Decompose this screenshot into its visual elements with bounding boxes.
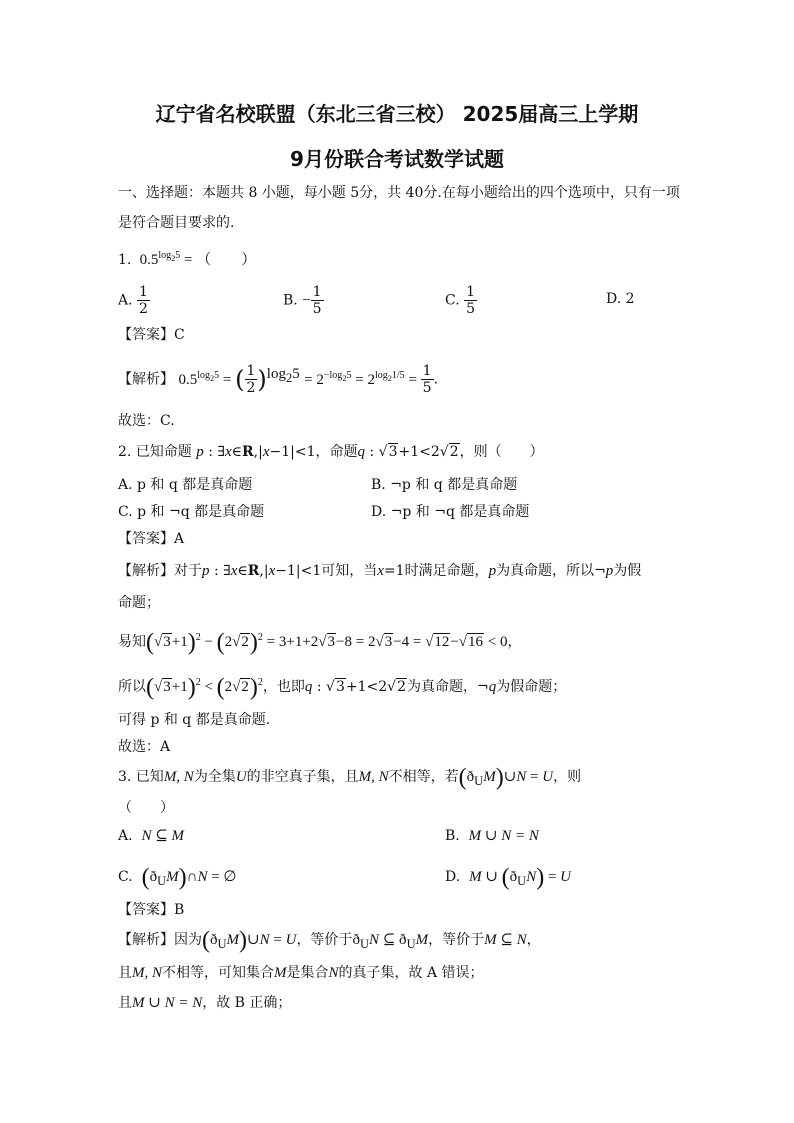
q3-option-d: D. M ∪ $(ð_UN) = U$ bbox=[445, 864, 572, 891]
fraction: $\frac{1}{5}$ bbox=[466, 284, 476, 317]
q3-stem: 3. 已知M, N为全集U的非空真子集，且M, N不相等，若$(ð_UM)\cup N = U$，则 bbox=[118, 764, 582, 791]
q3-answer: 【答案】B bbox=[118, 902, 185, 918]
q2-analysis-4: 所以$(√3+1)^2 < (2√2)^2$，也即q : √3+1<2√2为真命题，¬q为假命题； bbox=[118, 674, 567, 701]
q2-stem: 2. 已知命题 p : ∃x∈R,|x−1|<1，命题q : √3+1<2√2，则（ ） bbox=[118, 444, 544, 460]
q2-analysis-2: 命题； bbox=[118, 595, 160, 611]
q1-answer: 【答案】C bbox=[118, 327, 185, 343]
section-intro-2: 是符合题目要求的. bbox=[118, 215, 235, 231]
q1-option-b: B. − $\frac{1}{5}$ bbox=[283, 284, 322, 317]
q1-option-c: C. $\frac{1}{5}$ bbox=[445, 284, 476, 317]
q3-analysis-3: 且M ∪ N = N，故 B 正确； bbox=[118, 995, 292, 1011]
title-line-1: 辽宁省名校联盟（东北三省三校） 2025届高三上学期 bbox=[155, 102, 639, 126]
q2-analysis-5: 可得 p 和 q 都是真命题. bbox=[118, 712, 271, 728]
q2-option-c: C. p 和 ¬q 都是真命题 bbox=[118, 504, 265, 520]
q1-option-a: A. $\frac{1}{2}$ bbox=[118, 284, 148, 317]
q1-analysis: 【解析】 $0.5^{log_25}$ = ( $\frac{1}{2}$ )$^{log_25} = 2^{-log_25} = 2^{log_21/5}$ = $\frac{1}{5}$ . bbox=[118, 363, 439, 397]
q2-analysis-3: 易知$(√3+1)^2 - (2√2)^2 = 3+1+2√3-8 = 2√3-4 = √12-√16 < 0$， bbox=[118, 629, 522, 656]
title-line-2: 9月份联合考试数学试题 bbox=[290, 147, 504, 171]
q1-number: 1. bbox=[118, 252, 132, 268]
q2-analysis-1: 【解析】对于p : ∃x∈R,|x−1|<1可知，当x=1时满足命题，p为真命题，所以¬p为假 bbox=[118, 563, 642, 579]
q1-option-d: D. 2 bbox=[606, 291, 635, 307]
fraction: $\frac{1}{2}$ bbox=[139, 284, 148, 317]
q3-option-b: B. M ∪ N = N bbox=[445, 828, 539, 844]
section-intro-1: 一、选择题：本题共 8 小题，每小题 5分，共 40分.在每小题给出的四个选项中，只有一项 bbox=[118, 185, 680, 201]
q2-conclusion: 故选：A bbox=[118, 739, 171, 755]
q3-analysis-1: 【解析】因为$(ð_UM)\cup N = U$，等价于$ð_UN$ ⊆ $ð_UM$，等价于M ⊆ N， bbox=[118, 927, 541, 954]
q2-option-d: D. ¬p 和 ¬q 都是真命题 bbox=[371, 504, 530, 520]
q3-stem-paren: （ ） bbox=[118, 800, 174, 816]
q2-option-b: B. ¬p 和 q 都是真命题 bbox=[371, 477, 518, 493]
q2-option-a: A. p 和 q 都是真命题 bbox=[118, 477, 253, 493]
q1-stem bbox=[118, 245, 256, 271]
q3-option-a: A. N ⊆ M bbox=[118, 828, 185, 844]
q3-option-c: C. $(ð_UM)\cap N$ = ∅ bbox=[118, 864, 237, 891]
q3-analysis-2: 且M, N不相等，可知集合M是集合N的真子集，故 A 错误； bbox=[118, 965, 484, 981]
q1-conclusion: 故选：C. bbox=[118, 413, 175, 429]
q2-answer: 【答案】A bbox=[118, 531, 185, 547]
q1-expression: $0.5^{log_25}$ = （ ） bbox=[135, 250, 257, 268]
fraction: $\frac{1}{5}$ bbox=[312, 284, 322, 317]
